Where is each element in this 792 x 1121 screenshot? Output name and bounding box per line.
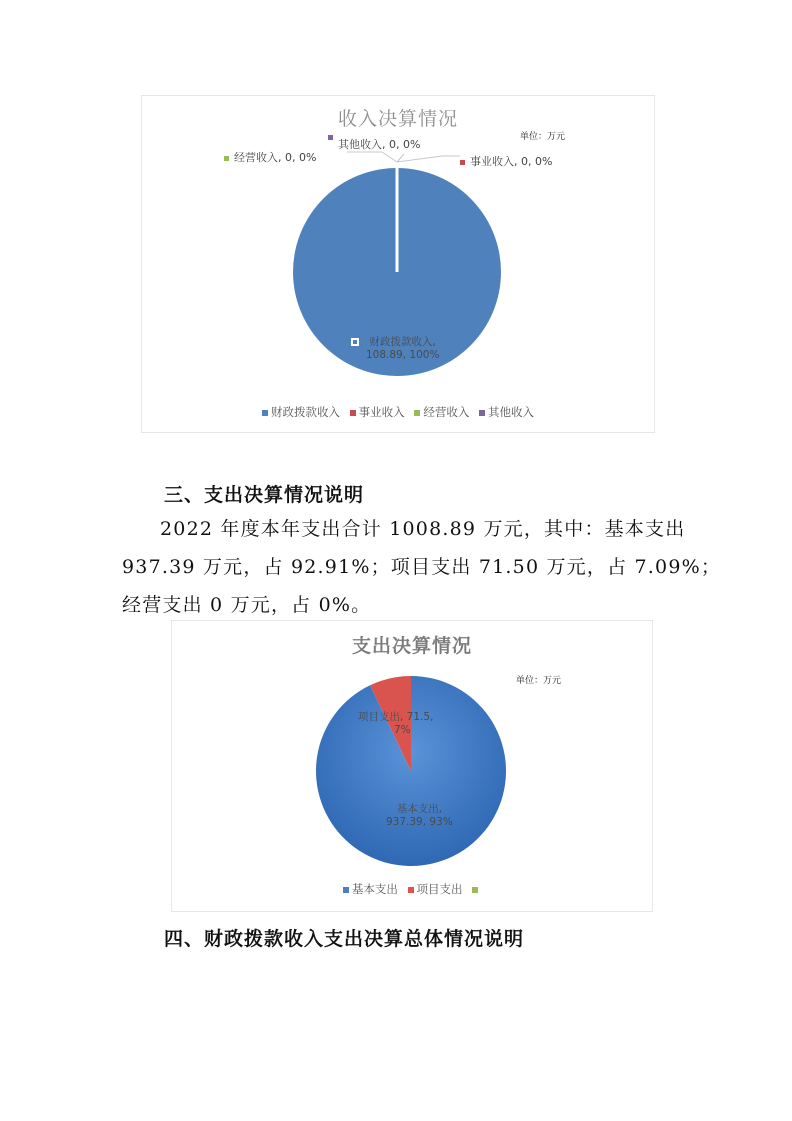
- section-heading-fiscal-summary: 四、财政拨款收入支出决算总体情况说明: [164, 928, 525, 950]
- expenditure-chart: [171, 620, 653, 912]
- paragraph-line: 2022 年度本年支出合计 1008.89 万元，其中：基本支出: [160, 518, 686, 540]
- legend-label: 财政拨款收入: [271, 405, 341, 419]
- career-income-marker: [460, 160, 465, 165]
- legend-label: 基本支出: [351, 882, 398, 896]
- legend-label: 其他收入: [487, 405, 534, 419]
- legend-item-empty: [472, 882, 481, 896]
- pie-slice-0: [316, 676, 506, 866]
- expenditure-paragraph: [122, 510, 722, 624]
- legend-swatch: [472, 887, 478, 893]
- business-income-marker: [224, 156, 229, 161]
- expenditure-pie-svg: [172, 621, 652, 911]
- section-heading-expenditure: 三、支出决算情况说明: [164, 484, 365, 506]
- label-fiscal-income: [366, 336, 439, 362]
- legend-label: 事业收入: [358, 405, 405, 419]
- income-unit-label: 单位：万元: [520, 132, 566, 142]
- fiscal-income-label-line1: 财政拨款收入,: [369, 336, 436, 348]
- income-legend: [142, 404, 654, 420]
- income-chart-title: 收入决算情况: [337, 108, 458, 130]
- legend-item-career: [350, 404, 405, 420]
- business-income-label-text: 经营收入, 0, 0%: [234, 151, 317, 164]
- legend-swatch: [414, 410, 420, 416]
- label-career-income: [460, 153, 552, 169]
- income-chart: [141, 95, 655, 433]
- legend-item-business: [414, 404, 469, 420]
- legend-item-basic: [343, 881, 398, 897]
- basic-label-line2: 937.39, 93%: [386, 816, 453, 828]
- leader-line-2: [397, 156, 460, 162]
- legend-item-project: [408, 881, 463, 897]
- label-other-income: [328, 136, 420, 152]
- legend-swatch: [262, 410, 268, 416]
- expenditure-legend: [172, 881, 652, 897]
- legend-swatch: [350, 410, 356, 416]
- paragraph-line: 经营支出 0 万元，占 0%。: [122, 594, 372, 616]
- expenditure-unit-label: 单位：万元: [516, 676, 562, 686]
- other-income-label-text: 其他收入, 0, 0%: [338, 138, 421, 151]
- label-business-income: [224, 149, 316, 165]
- label-project-expenditure: [358, 711, 433, 737]
- paragraph-line: 937.39 万元，占 92.91%；项目支出 71.50 万元，占 7.09%；: [122, 556, 722, 578]
- project-label-line2: 7%: [394, 724, 411, 736]
- legend-swatch: [479, 410, 485, 416]
- project-label-line1: 项目支出, 71.5,: [358, 711, 434, 723]
- leader-line-0: [347, 152, 397, 162]
- legend-item-other: [479, 404, 534, 420]
- legend-label: 项目支出: [416, 882, 463, 896]
- other-income-marker: [328, 135, 333, 140]
- basic-label-line1: 基本支出,: [396, 803, 443, 815]
- expenditure-chart-title: 支出决算情况: [351, 635, 472, 657]
- legend-swatch: [343, 887, 349, 893]
- label-basic-expenditure: [386, 803, 453, 829]
- legend-item-fiscal: [262, 404, 340, 420]
- fiscal-income-label-line2: 108.89, 100%: [366, 349, 440, 361]
- legend-label: 经营收入: [423, 405, 470, 419]
- legend-swatch: [408, 887, 414, 893]
- career-income-label-text: 事业收入, 0, 0%: [470, 155, 553, 168]
